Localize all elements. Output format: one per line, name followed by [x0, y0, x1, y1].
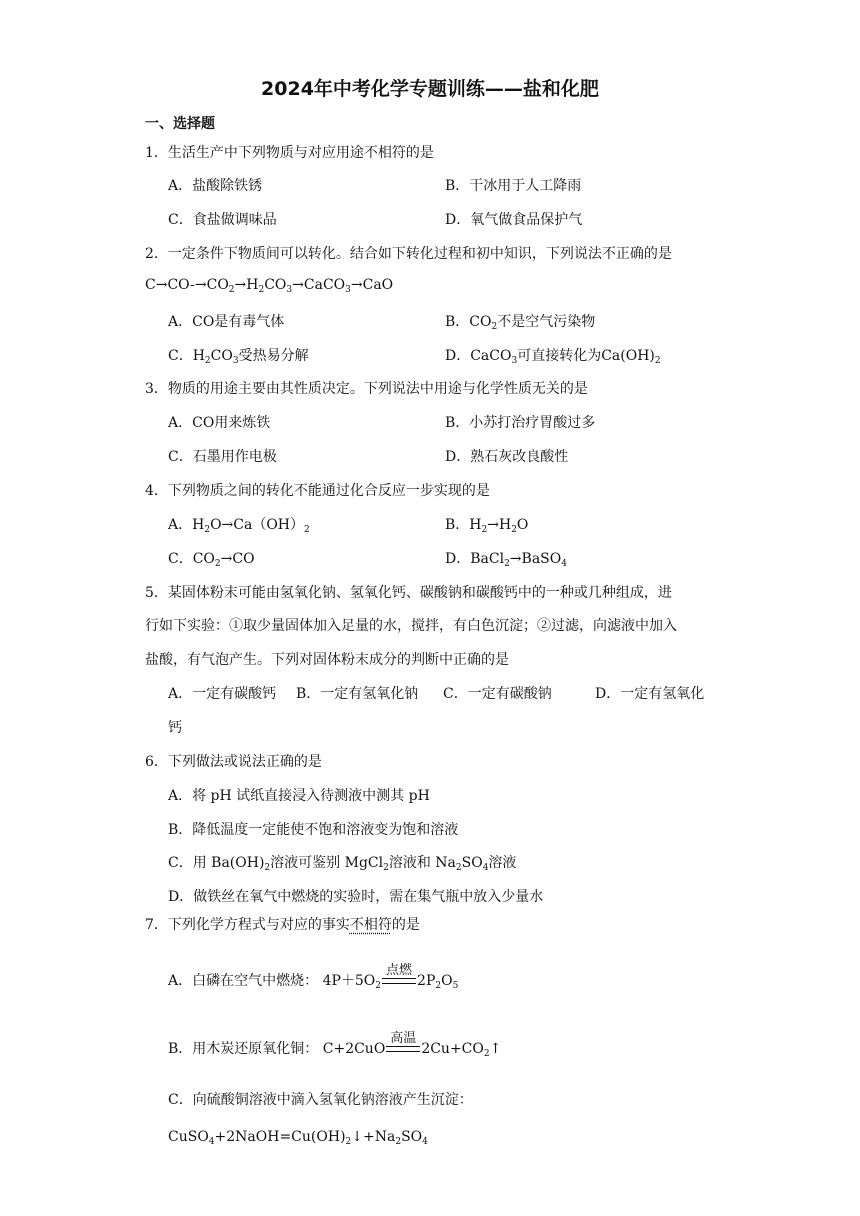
- question-1-stem: 1．生活生产中下列物质与对应用途不相符的是: [145, 145, 434, 161]
- q6-option-c[interactable]: C．用 $Ba(OH)_2$溶液可鉴别 MgCl$_2$溶液和 $Na_2SO_4$溶液: [168, 855, 517, 873]
- q1-option-a[interactable]: A．盐酸除铁锈: [168, 178, 263, 194]
- question-6-stem: 6．下列做法或说法正确的是: [145, 754, 322, 770]
- q7-a-equation: $4P+5O_2$ 点燃 $2P_2O_5$: [323, 970, 459, 990]
- question-7-stem: 7．下列化学方程式与对应的事实不相符的是: [145, 917, 420, 933]
- q1-option-b[interactable]: B．干冰用于人工降雨: [445, 178, 582, 194]
- q2-option-d[interactable]: D．CaCO$_3$可直接转化为$Ca(OH)_2$: [445, 348, 661, 366]
- q5-option-a[interactable]: A．一定有碳酸钙: [168, 686, 277, 702]
- section-heading: 一、选择题: [145, 116, 215, 132]
- q6-option-a[interactable]: A．将 pH 试纸直接浸入待测液中测其 pH: [168, 788, 430, 804]
- q5-option-d[interactable]: D．一定有氢氧化: [595, 686, 705, 702]
- equals-sign: [386, 1046, 420, 1052]
- q3-option-c[interactable]: C．石墨用作电极: [168, 449, 277, 465]
- q4-option-a[interactable]: A．$H_2O\to Ca(OH)_2$: [168, 517, 310, 535]
- condition-high-temperature: 高温: [390, 1031, 417, 1046]
- q3-option-b[interactable]: B．小苏打治疗胃酸过多: [445, 415, 596, 431]
- q1-option-d[interactable]: D．氧气做食品保护气: [445, 212, 583, 228]
- q7-option-c[interactable]: C．向硫酸铜溶液中滴入氢氧化钠溶液产生沉淀：: [168, 1092, 473, 1108]
- q7-option-b[interactable]: B．用木炭还原氧化铜： C+2CuO 高温 $2Cu+CO_2↑$: [168, 1038, 501, 1058]
- q6-option-d[interactable]: D．做铁丝在氧气中燃烧的实验时，需在集气瓶中放入少量水: [168, 889, 544, 905]
- q7-option-a[interactable]: A．白磷在空气中燃烧： $4P+5O_2$ 点燃 $2P_2O_5$: [168, 970, 458, 990]
- condition-ignite: 点燃: [386, 963, 413, 978]
- q1-option-c[interactable]: C．食盐做调味品: [168, 212, 277, 228]
- page-title: 2024年中考化学专题训练——盐和化肥: [261, 78, 599, 100]
- q2-option-c[interactable]: C．$H_2CO_3$受热易分解: [168, 348, 309, 366]
- q7-b-equation: C+2CuO 高温 $2Cu+CO_2↑$: [323, 1041, 502, 1057]
- question-5-stem-line-2: 行如下实验：①取少量固体加入足量的水，搅拌，有白色沉淀；②过滤，向滤液中加入: [145, 618, 677, 634]
- q4-option-c[interactable]: C．$CO_2\to CO$: [168, 551, 255, 569]
- q3-option-d[interactable]: D．熟石灰改良酸性: [445, 449, 569, 465]
- emphasis-not-matching: 不相符: [349, 917, 392, 933]
- q7-c-equation: $CuSO_4+2NaOH=Cu(OH)_2↓+Na_2SO_4$: [168, 1129, 428, 1147]
- q4-option-b[interactable]: B．$H_2\to H_2O$: [445, 517, 529, 535]
- q6-option-b[interactable]: B．降低温度一定能使不饱和溶液变为饱和溶液: [168, 822, 459, 838]
- q5-option-b[interactable]: B．一定有氢氧化钠: [296, 686, 419, 702]
- q2-option-a[interactable]: A．CO是有毒气体: [168, 314, 285, 330]
- equals-sign: [382, 978, 416, 984]
- q5-option-c[interactable]: C．一定有碳酸钠: [443, 686, 552, 702]
- question-4-stem: 4．下列物质之间的转化不能通过化合反应一步实现的是: [145, 483, 490, 499]
- question-2-stem: 2．一定条件下物质间可以转化。结合如下转化过程和初中知识，下列说法不正确的是: [145, 246, 672, 262]
- q2-option-b[interactable]: B．$CO_2$不是空气污染物: [445, 314, 596, 332]
- q5-option-d-wrap: 钙: [168, 720, 182, 736]
- q2-conversion-chain: $C\to CO-\to CO_2\to H_2CO_3\to CaCO_3\to CaO$: [145, 277, 394, 295]
- q3-option-a[interactable]: A．CO用来炼铁: [168, 415, 271, 431]
- question-3-stem: 3．物质的用途主要由其性质决定。下列说法中用途与化学性质无关的是: [145, 381, 588, 397]
- q4-option-d[interactable]: D．BaCl$_2$→BaSO$_4$: [445, 551, 567, 569]
- gas-arrow-icon: ↑: [489, 1041, 502, 1057]
- question-5-stem-line-3: 盐酸，有气泡产生。下列对固体粉末成分的判断中正确的是: [145, 652, 509, 668]
- question-5-stem-line-1: 5．某固体粉末可能由氢氧化钠、氢氧化钙、碳酸钠和碳酸钙中的一种或几种组成，进: [145, 585, 672, 601]
